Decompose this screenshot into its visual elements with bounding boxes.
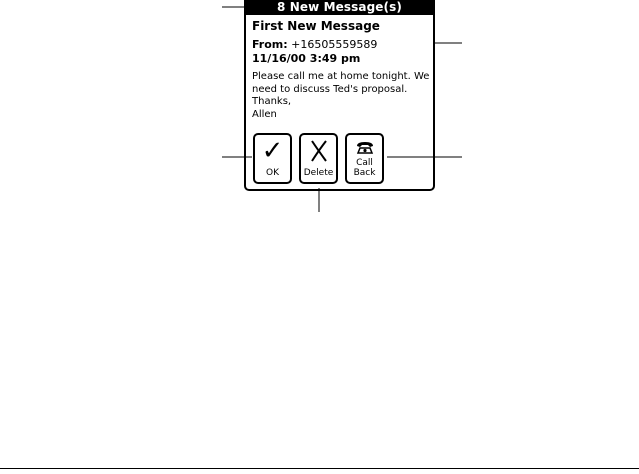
message-body-line: Thanks, xyxy=(252,96,292,107)
delete-button[interactable] xyxy=(299,133,338,184)
message-body-line: need to discuss Ted's proposal. xyxy=(252,83,408,95)
dialog-title: 8 New Message(s) xyxy=(246,0,433,15)
message-date: 11/16/00 3:49 pm xyxy=(252,52,361,65)
ok-button-label: OK xyxy=(266,168,279,178)
x-mark-icon xyxy=(301,135,336,171)
from-value: +16505559589 xyxy=(291,38,378,51)
call-back-button[interactable] xyxy=(345,133,384,184)
message-body-line: Allen xyxy=(252,108,277,120)
telephone-icon xyxy=(347,140,382,159)
from-label: From: xyxy=(252,38,288,51)
new-message-dialog xyxy=(244,0,435,191)
delete-button-label: Delete xyxy=(303,168,334,178)
call-back-label-line2: Back xyxy=(353,168,376,178)
page-divider xyxy=(0,468,639,469)
message-body xyxy=(252,71,432,121)
message-body-line: Please call me at home tonight. We xyxy=(252,71,430,82)
message-title: First New Message xyxy=(252,19,380,33)
ok-button[interactable] xyxy=(253,133,292,184)
call-back-button-label xyxy=(347,158,382,178)
call-back-label-line1: Call xyxy=(356,158,373,168)
checkmark-icon: ✓ xyxy=(261,136,284,166)
